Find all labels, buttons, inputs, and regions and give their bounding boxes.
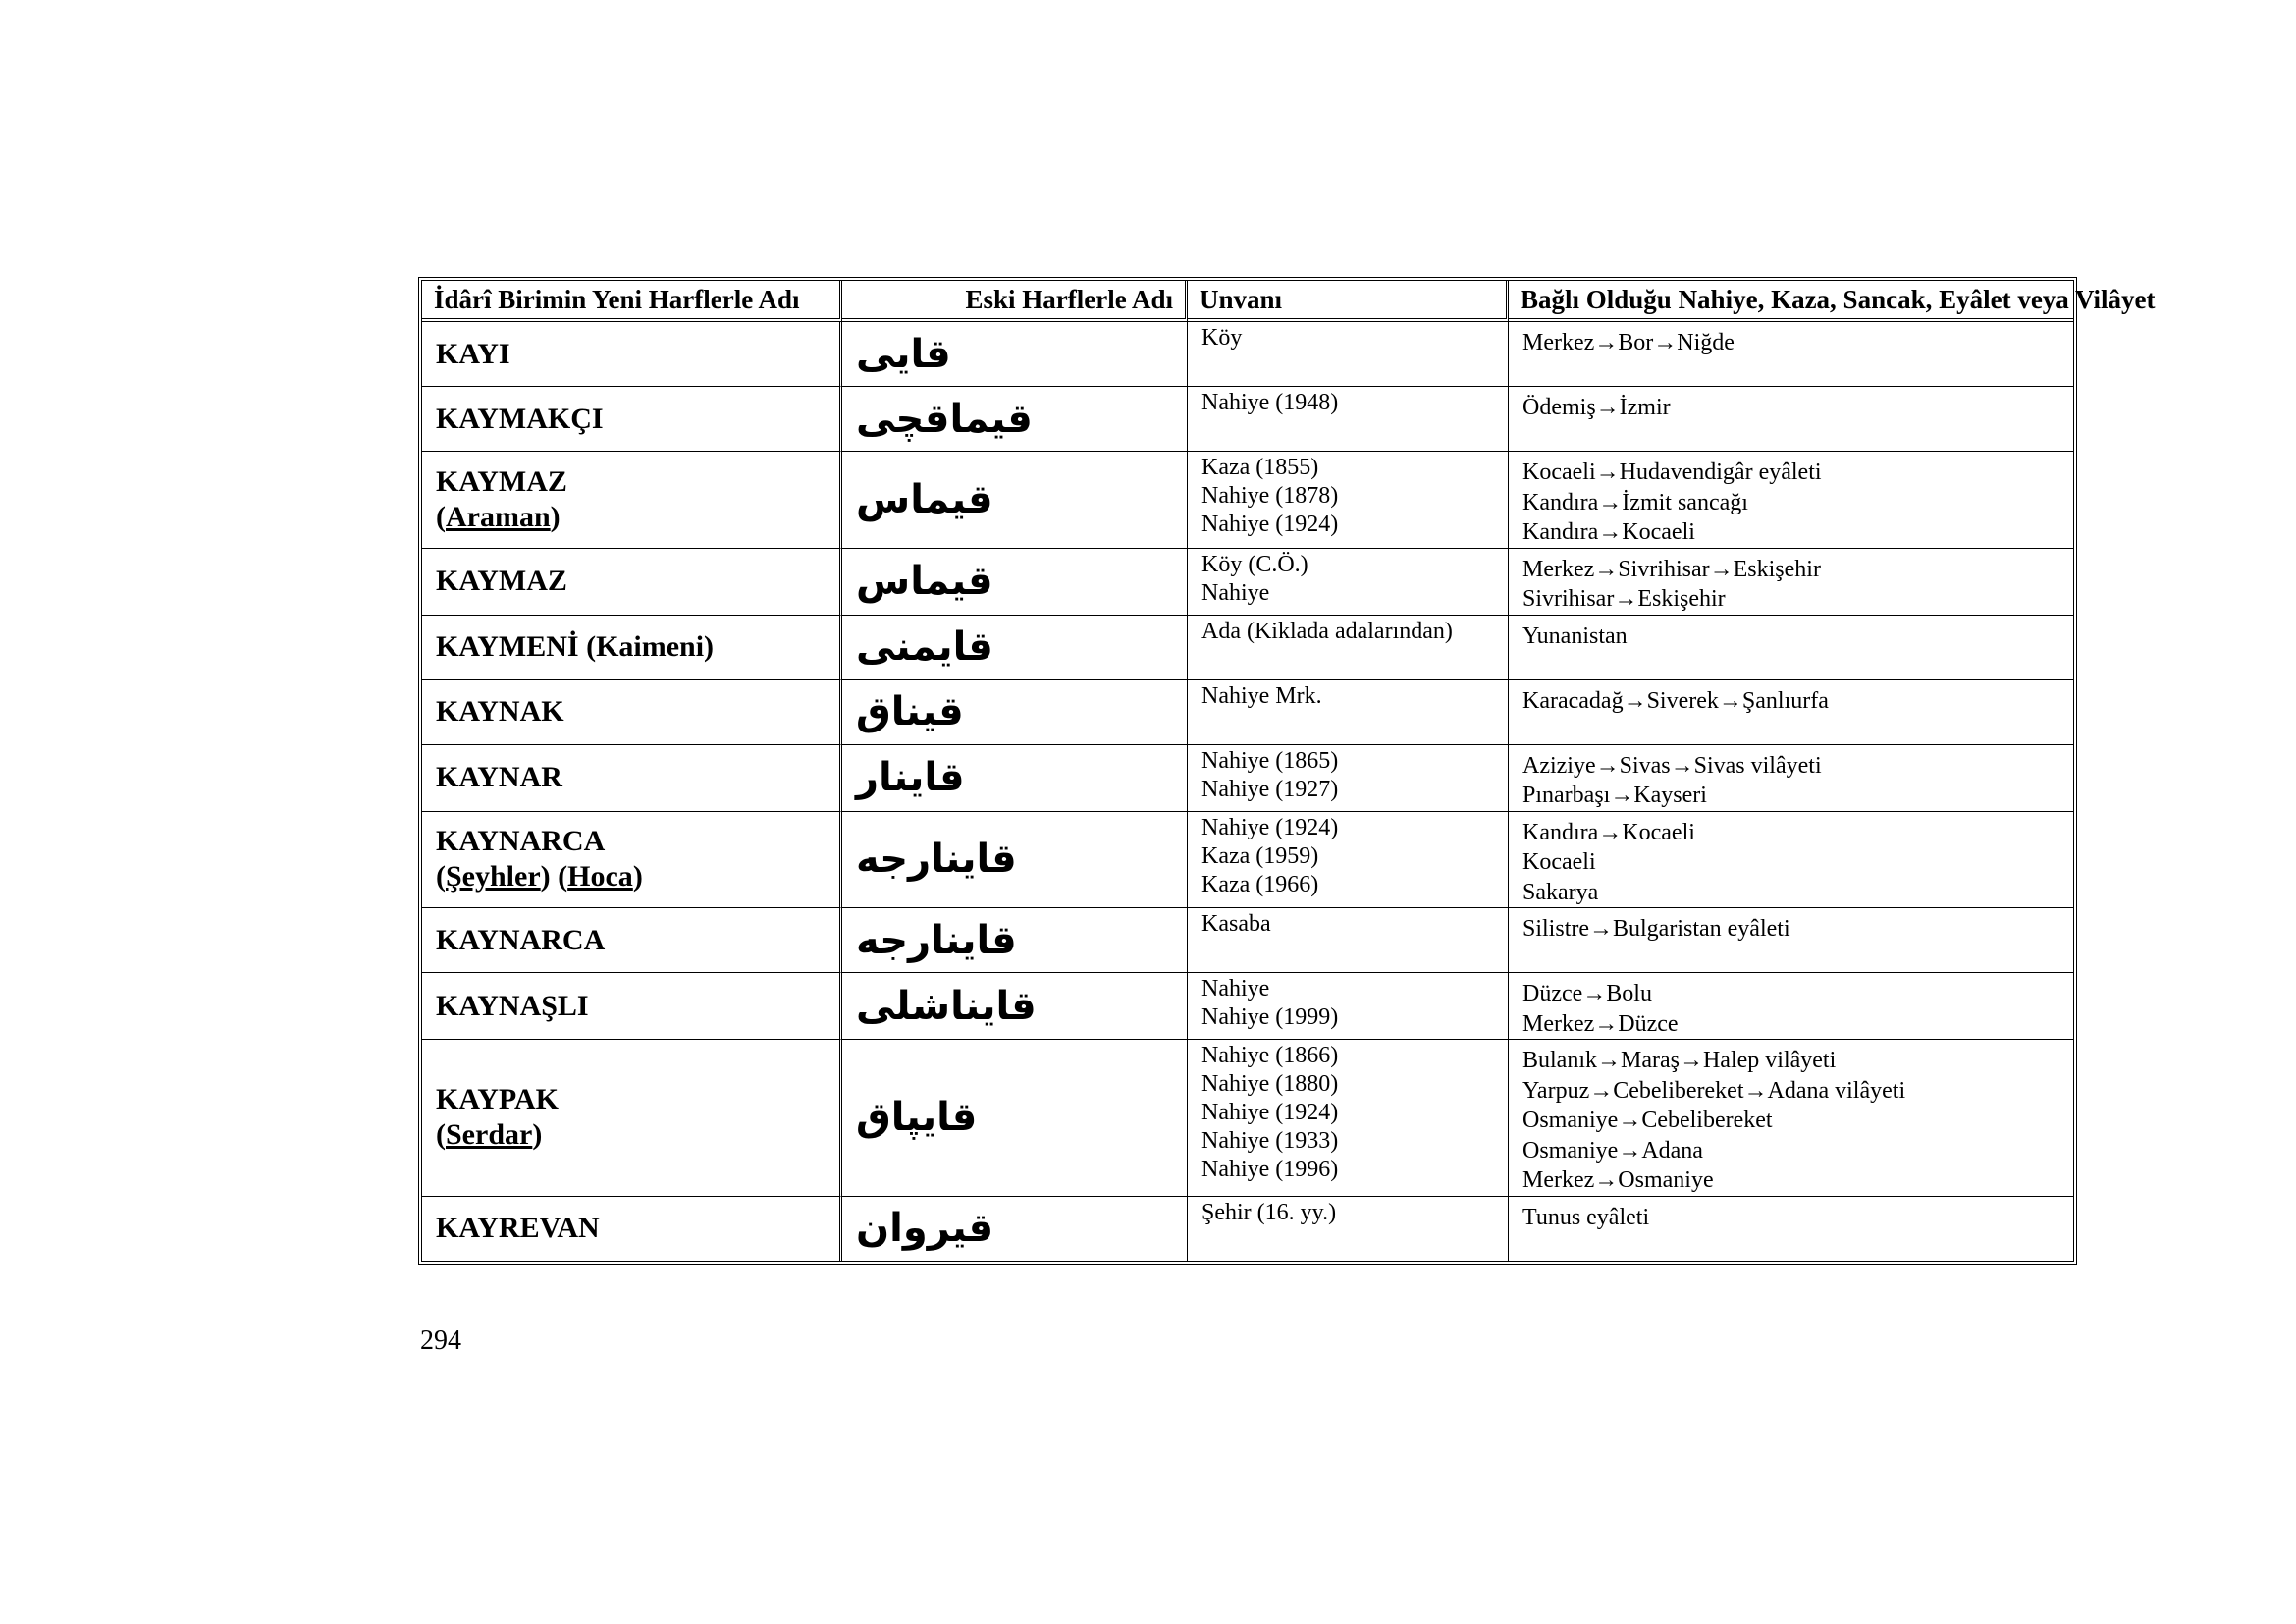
header-new-name: İdârî Birimin Yeni Harflerle Adı (422, 281, 842, 322)
title-line: Nahiye (1880) (1201, 1071, 1339, 1097)
cell-old-name (842, 1197, 1188, 1261)
cell-title (1188, 1040, 1509, 1197)
cell-new-name (422, 616, 842, 680)
table-row (422, 1040, 2073, 1197)
ottoman-script-name: قیناق (856, 689, 964, 734)
administrative-units-table (418, 277, 2156, 1265)
unit-name: KAYMAZ (436, 464, 567, 498)
ottoman-script-name: قیماس (856, 559, 993, 604)
new-name-text (422, 616, 839, 679)
parent-line: Düzce→Bolu (1522, 981, 1652, 1006)
new-name-text: KAYNARCA (Şeyhler) (Hoca) (436, 825, 643, 893)
title-line: Kaza (1855) (1201, 455, 1319, 480)
cell-new-name (422, 745, 842, 812)
new-name-text (422, 680, 839, 744)
cell-new-name (422, 812, 842, 909)
title-line: Nahiye (1927) (1201, 776, 1339, 802)
ottoman-script-name: قاینارجه (856, 917, 1017, 963)
ottoman-script-name: قاینار (856, 755, 965, 800)
parent-line: Sakarya (1522, 879, 1599, 905)
header-title: Unvanı (1188, 281, 1509, 322)
parent-line: Merkez→Osmaniye (1522, 1167, 1714, 1193)
parent-line: Ödemiş→İzmir (1522, 395, 1671, 420)
parent-line: Merkez→Bor→Niğde (1522, 330, 1735, 355)
cell-parent (1509, 452, 2073, 549)
cell-old-name (842, 387, 1188, 452)
parent-line: Osmaniye→Adana (1522, 1137, 1703, 1164)
cell-parent (1509, 908, 2073, 973)
cell-old-name (842, 1040, 1188, 1197)
title-line: Nahiye (1924) (1201, 814, 1339, 840)
cell-title (1188, 973, 1509, 1040)
ottoman-script-name: قایی (856, 331, 951, 377)
cell-parent (1509, 1197, 2073, 1261)
unit-name: KAYNAK (436, 695, 564, 728)
parent-line: Merkez→Düzce (1522, 1010, 1679, 1037)
title-line: Nahiye (1999) (1201, 1004, 1339, 1030)
title-line: Nahiye (1996) (1201, 1157, 1339, 1182)
unit-name: KAYNARCA (436, 923, 606, 956)
parent-line: Merkez→Sivrihisar→Eskişehir (1522, 556, 1821, 582)
cell-new-name (422, 549, 842, 616)
cell-old-name (842, 616, 1188, 680)
cell-old-name (842, 812, 1188, 909)
cell-title (1188, 908, 1509, 973)
cell-parent (1509, 745, 2073, 812)
cell-new-name (422, 322, 842, 387)
unit-name: KAYNAŞLI (436, 989, 589, 1022)
cell-old-name (842, 973, 1188, 1040)
table-row (422, 616, 2073, 680)
cell-new-name (422, 452, 842, 549)
cell-new-name (422, 387, 842, 452)
cell-title (1188, 616, 1509, 680)
table-row (422, 812, 2073, 909)
ottoman-script-name: قیماقچی (856, 396, 1033, 442)
title-line: Nahiye (1924) (1201, 1100, 1339, 1125)
new-name-text: KAYMAZ (Araman) (436, 464, 567, 533)
table-row (422, 745, 2073, 812)
title-line: Kaza (1966) (1201, 871, 1319, 897)
alternate-name: Şeyhler (446, 860, 541, 893)
title-line: Nahiye (1865) (1201, 747, 1339, 774)
table-body (422, 322, 2073, 1261)
cell-old-name (842, 549, 1188, 616)
new-name-text (422, 908, 839, 972)
title-line: Nahiye (1878) (1201, 483, 1339, 509)
cell-title (1188, 680, 1509, 745)
cell-new-name (422, 973, 842, 1040)
alternate-name: Araman (446, 500, 551, 533)
parent-line: Kocaeli→Hudavendigâr eyâleti (1522, 460, 1822, 485)
cell-title (1188, 387, 1509, 452)
parent-line: Karacadağ→Siverek→Şanlıurfa (1522, 687, 1829, 714)
cell-title (1188, 812, 1509, 909)
parent-line: Sivrihisar→Eskişehir (1522, 586, 1726, 612)
ottoman-script-name: قایناشلی (856, 983, 1037, 1029)
ottoman-script-name: قیروان (856, 1206, 994, 1251)
cell-parent (1509, 387, 2073, 452)
alternate-name: Hoca (567, 860, 633, 893)
title-line: Nahiye (1201, 976, 1270, 1001)
unit-name: KAYMAKÇI (436, 402, 604, 435)
table-row (422, 452, 2073, 549)
new-name-text (422, 549, 839, 615)
unit-name: KAYPAK (436, 1083, 560, 1116)
cell-parent (1509, 973, 2073, 1040)
table-row (422, 1197, 2073, 1261)
cell-parent (1509, 616, 2073, 680)
cell-title (1188, 549, 1509, 616)
ottoman-script-name: قاینارجه (856, 837, 1017, 883)
parent-line: Yunanistan (1522, 623, 1628, 649)
unit-name: KAYMAZ (436, 565, 567, 597)
title-line: Köy (C.Ö.) (1201, 551, 1308, 577)
title-line: Kasaba (1201, 911, 1271, 937)
unit-name: KAYNARCA (436, 825, 606, 858)
parent-line: Bulanık→Maraş→Halep vilâyeti (1522, 1048, 1837, 1073)
cell-old-name (842, 680, 1188, 745)
parent-line: Pınarbaşı→Kayseri (1522, 783, 1707, 808)
table-row (422, 322, 2073, 387)
title-line: Köy (1201, 325, 1243, 351)
title-line: Nahiye Mrk. (1201, 682, 1322, 709)
new-name-text (422, 322, 839, 386)
cell-new-name (422, 1197, 842, 1261)
parent-line: Tunus eyâleti (1522, 1204, 1650, 1230)
title-line: Nahiye (1924) (1201, 512, 1339, 537)
cell-new-name (422, 908, 842, 973)
title-line: Nahiye (1948) (1201, 390, 1339, 415)
cell-parent (1509, 812, 2073, 909)
cell-new-name (422, 680, 842, 745)
cell-title (1188, 452, 1509, 549)
unit-name: KAYNAR (436, 761, 562, 793)
cell-parent (1509, 1040, 2073, 1197)
new-name-text (422, 1197, 839, 1261)
ottoman-script-name: قیماس (856, 476, 993, 522)
title-line: Nahiye (1933) (1201, 1128, 1339, 1154)
ottoman-script-name: قایمنی (856, 624, 993, 670)
cell-parent (1509, 549, 2073, 616)
table-row (422, 387, 2073, 452)
cell-old-name (842, 745, 1188, 812)
parent-line: Kocaeli (1522, 849, 1596, 875)
table-row (422, 549, 2073, 616)
ottoman-script-name: قایپاق (856, 1095, 978, 1141)
table-row (422, 908, 2073, 973)
parent-line: Kandıra→İzmit sancağı (1522, 489, 1748, 515)
cell-new-name (422, 1040, 842, 1197)
parent-line: Yarpuz→Cebelibereket→Adana vilâyeti (1522, 1077, 1906, 1104)
parent-line: Aziziye→Sivas→Sivas vilâyeti (1522, 752, 1822, 779)
page-number: 294 (420, 1326, 461, 1356)
new-name-text: KAYPAK (Serdar) (436, 1083, 560, 1152)
unit-name: KAYI (436, 337, 510, 370)
header-parent: Bağlı Olduğu Nahiye, Kaza, Sancak, Eyâlet veya Vilâyet (1509, 281, 2073, 322)
cell-old-name (842, 908, 1188, 973)
cell-title (1188, 1197, 1509, 1261)
title-line: Nahiye (1201, 579, 1270, 606)
unit-name: KAYMENİ (Kaimeni) (436, 630, 715, 663)
cell-old-name (842, 452, 1188, 549)
cell-title (1188, 322, 1509, 387)
cell-old-name (842, 322, 1188, 387)
new-name-text (422, 745, 839, 811)
header-old-name: Eski Harflerle Adı (842, 281, 1188, 322)
alternate-name: Serdar (446, 1118, 533, 1152)
title-line: Nahiye (1866) (1201, 1043, 1339, 1068)
parent-line: Silistre→Bulgaristan eyâleti (1522, 916, 1790, 942)
cell-parent (1509, 680, 2073, 745)
cell-parent (1509, 322, 2073, 387)
title-line: Kaza (1959) (1201, 842, 1319, 869)
parent-line: Kandıra→Kocaeli (1522, 519, 1695, 545)
table-row (422, 973, 2073, 1040)
parent-line: Osmaniye→Cebelibereket (1522, 1108, 1773, 1133)
new-name-text (422, 973, 839, 1039)
new-name-text (422, 387, 839, 451)
title-line: Şehir (16. yy.) (1201, 1199, 1337, 1225)
unit-name: KAYREVAN (436, 1212, 600, 1244)
parent-line: Kandıra→Kocaeli (1522, 819, 1695, 845)
table-header-row (422, 281, 2073, 322)
title-line: Ada (Kiklada adalarından) (1201, 618, 1453, 644)
cell-title (1188, 745, 1509, 812)
table-row (422, 680, 2073, 745)
table-container (418, 277, 2156, 1265)
